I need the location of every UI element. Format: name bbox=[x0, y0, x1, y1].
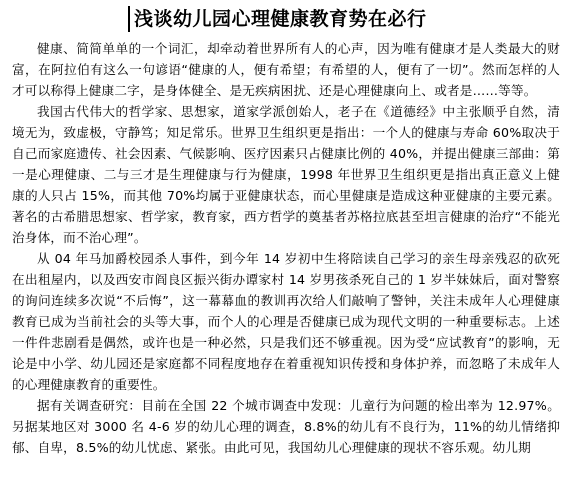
title-area bbox=[128, 4, 548, 34]
paragraph-4: 据有关调查研究：目前在全国 22 个城市调查中发现：儿童行为问题的检出率为 12.97%。另据某地区对 3000 名 4-6 岁的幼儿心理的调查，8.8%的幼儿有不良行为，11%的幼儿情绪抑郁、自卑，8.5%的幼儿忧虑、紧张。由此可见，我国幼儿心理健康的现状不容乐观。幼儿期 bbox=[12, 398, 560, 455]
text-cursor bbox=[128, 6, 130, 32]
paragraph-1: 健康、简简单单的一个词汇，却牵动着世界所有人的心声，因为唯有健康才是人类最大的财富，在阿拉伯有这么一句谚语“健康的人，便有希望；有希望的人，便有了一切”。然而怎样的人才可以称得上健康二字，是身体健全、是无疾病困扰、还是心理健康向上、或者是……等等。 bbox=[12, 41, 560, 98]
paragraph-2: 我国古代伟大的哲学家、思想家，道家学派创始人，老子在《道德经》中主张顺乎自然，清境无为，致虚极，守静笃；知足常乐。世界卫生组织更是指出：一个人的健康与寿命 60%取决于自己而家庭遗传、社会因素、气候影响、医疗因素只占健康比例的 40%，并提出健康三部曲：第一是心理健康、二与三才是生理健康与行为健康，1998 年世界卫生组织更是指出真正意义上健康的人只占 15%，而其他 70%均属于亚健康状态，而心里健康是造成这种亚健康的主要元素。著名的古希腊思想家、哲学家，教育家，西方哲学的奠基者苏格拉底甚至坦言健康的治疗“不能光治身体，而不治心理”。 bbox=[12, 104, 560, 245]
document-title: 浅谈幼儿园心理健康教育势在必行 bbox=[134, 8, 427, 30]
paragraph-3: 从 04 年马加爵校园杀人事件，到今年 14 岁初中生将陪读自己学习的亲生母亲残忍的砍死在出租屋内，以及西安市阎良区振兴街办谭家村 14 岁男孩杀死自己的 1 岁半妹妹后，面对警察的询问连续多次说“不后悔”，这一幕幕血的教训再次给人们敲响了警钟，关注未成年人心理健康教育已成为当前社会的头等大事，而个人的心理是否健康已成为现代文明的一种重要标志。上述一件件悲剧看是偶然，或许也是一种必然，只是我们还不够重视。因为受“应试教育”的影响，无论是中小学、幼儿园还是家庭都不同程度地存在着重视知识传授和身体护养，而忽略了未成年人的心理健康教育的重要性。 bbox=[12, 251, 560, 392]
document-body bbox=[12, 38, 560, 458]
